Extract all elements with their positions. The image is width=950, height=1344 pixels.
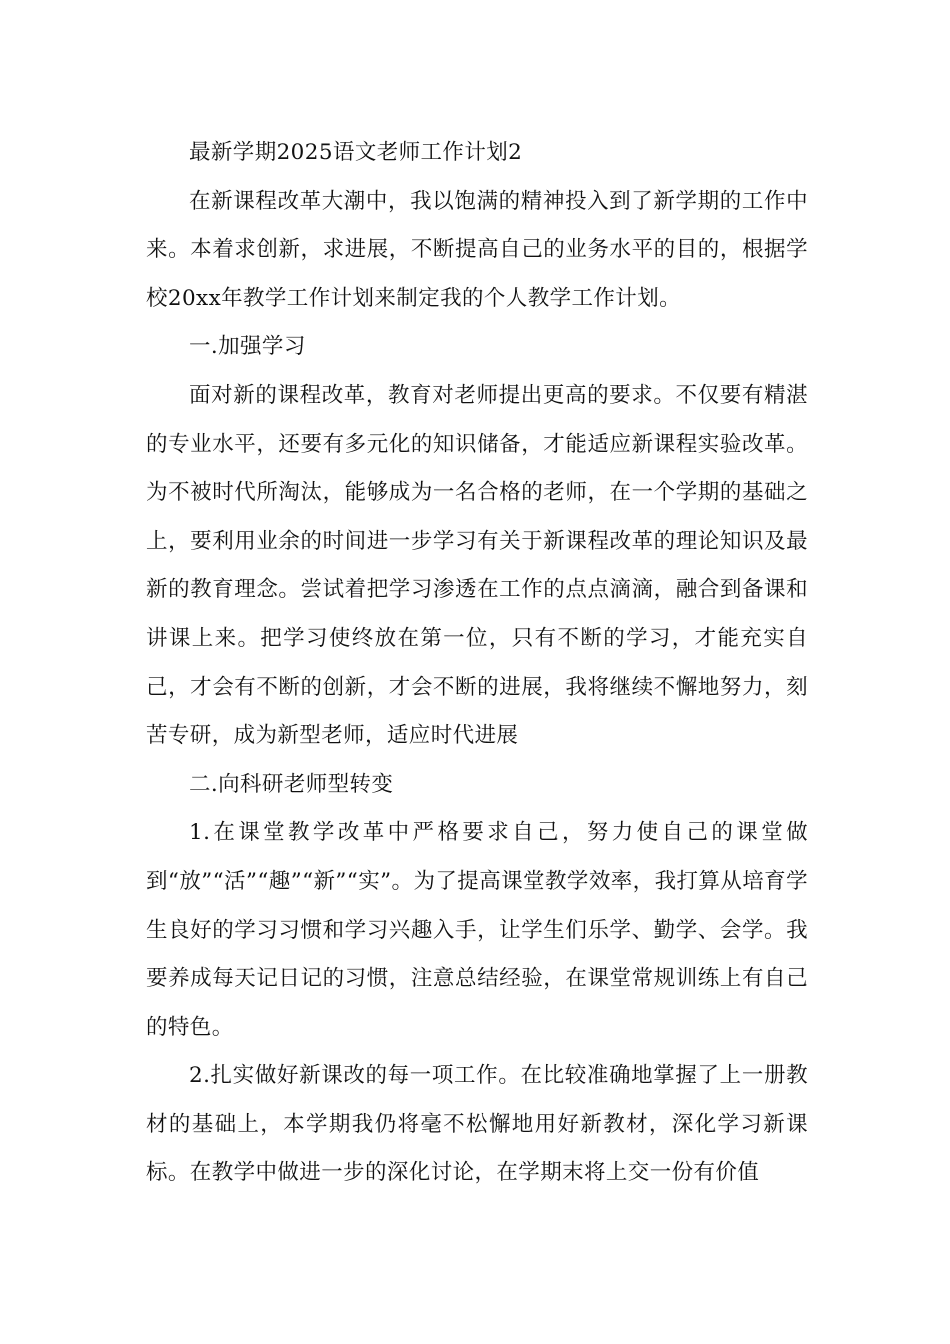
- document-title: 最新学期2025语文老师工作计划2: [189, 140, 523, 165]
- intro-paragraph: 在新课程改革大潮中，我以饱满的精神投入到了新学期的工作中来。本着求创新，求进展，不断提高自己的业务水平的目的，根据学校20xx年教学工作计划来制定我的个人教学工作计划。: [146, 188, 808, 311]
- section-1-paragraph: 面对新的课程改革，教育对老师提出更高的要求。不仅要有精湛的专业水平，还要有多元化的知识储备，才能适应新课程实验改革。为不被时代所淘汰，能够成为一名合格的老师，在一个学期的基础之上，要利用业余的时间进一步学习有关于新课程改革的理论知识及最新的教育理念。尝试着把学习渗透在工作的点点滴滴，融合到备课和讲课上来。把学习使终放在第一位，只有不断的学习，才能充实自己，才会有不断的创新，才会不断的进展，我将继续不懈地努力，刻苦专研，成为新型老师，适应时代进展: [146, 382, 808, 749]
- section-heading-2: 二.向科研老师型转变: [189, 771, 394, 797]
- section-heading-1: 一.加强学习: [189, 334, 306, 360]
- section-2-item-1: 1.在课堂教学改革中严格要求自己，努力使自己的课堂做到“放”“活”“趣”“新”“实”。为了提高课堂教学效率，我打算从培育学生良好的学习习惯和学习兴趣入手，让学生们乐学、勤学、会学。我要养成每天记日记的习惯，注意总结经验，在课堂常规训练上有自己的特色。: [146, 820, 808, 1040]
- document-body: [146, 129, 808, 1198]
- section-2-item-2: 2.扎实做好新课改的每一项工作。在比较准确地掌握了上一册教材的基础上，本学期我仍将毫不松懈地用好新教材，深化学习新课标。在教学中做进一步的深化讨论，在学期末将上交一份有价值: [146, 1063, 808, 1186]
